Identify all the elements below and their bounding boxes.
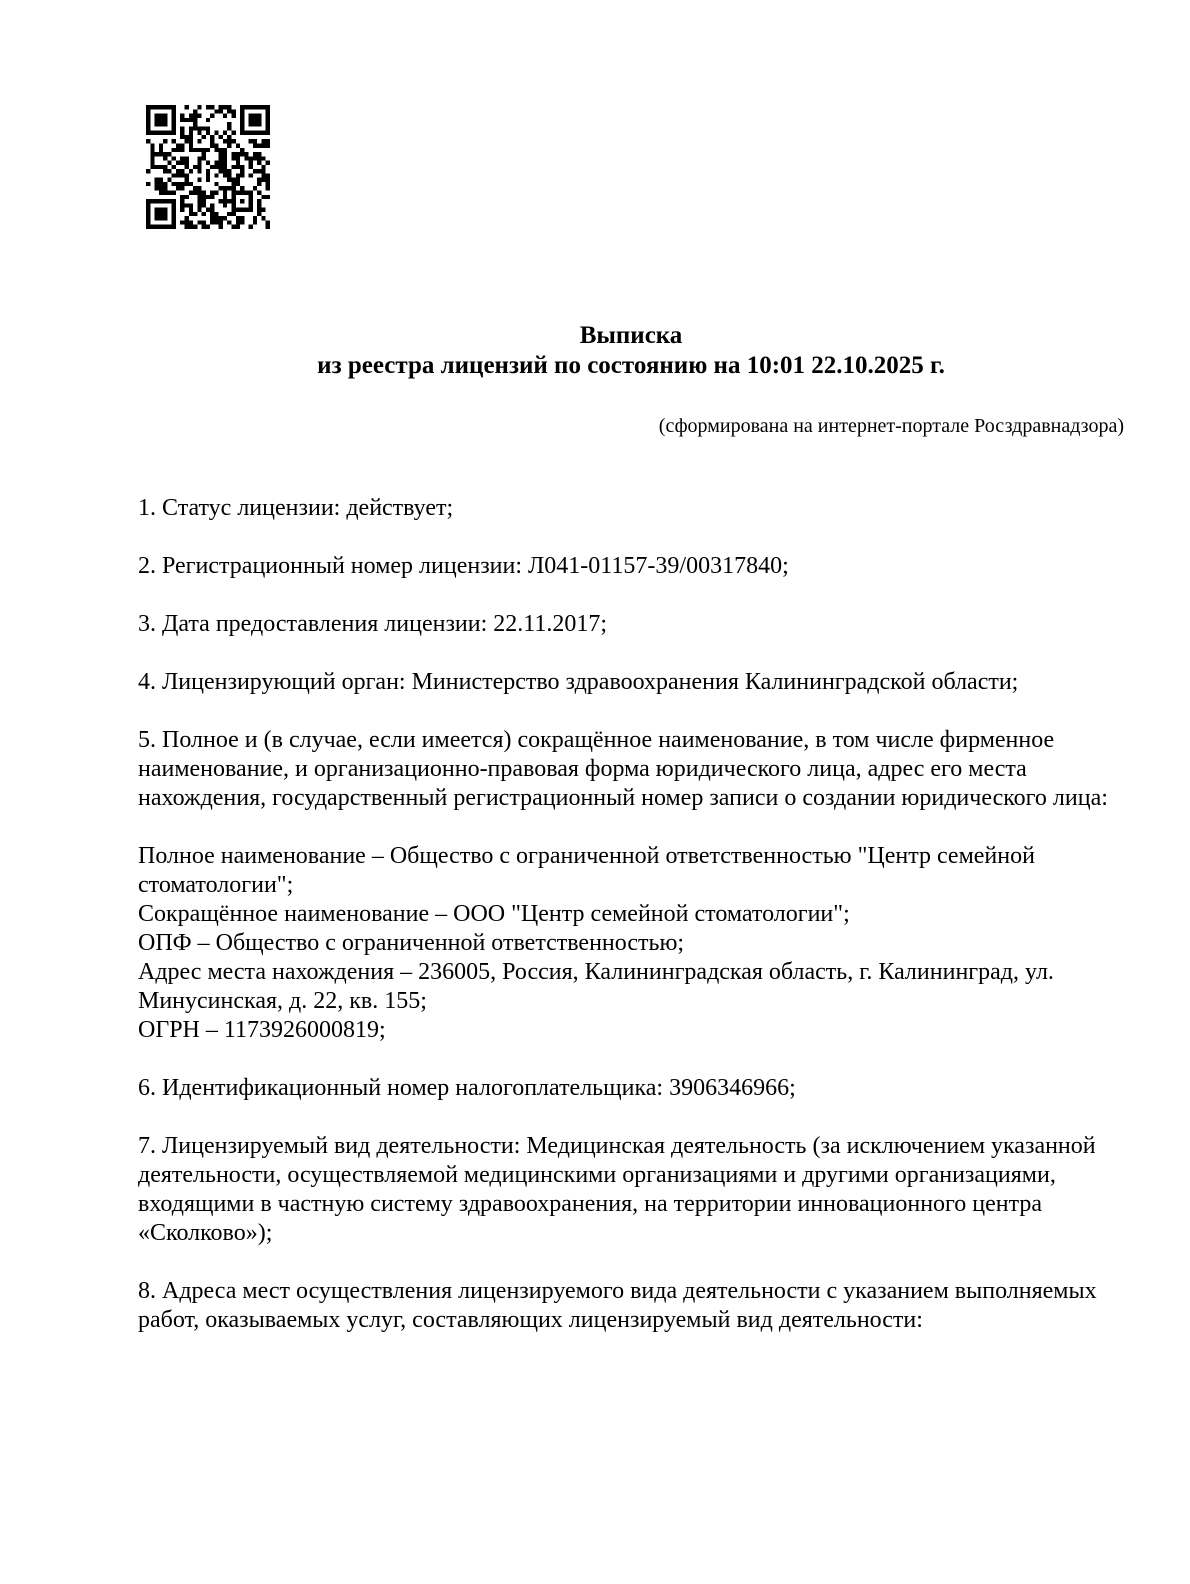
qr-code	[146, 105, 270, 229]
qr-code-image	[146, 105, 270, 229]
paragraph-3-grant-date: 3. Дата предоставления лицензии: 22.11.2017;	[138, 611, 608, 637]
org-full-name: Полное наименование – Общество с ограниченной ответственностью "Центр семейной стоматологии";	[138, 843, 1035, 898]
organization-details	[138, 842, 1124, 1045]
document-title	[138, 321, 1124, 381]
org-address: Адрес места нахождения – 236005, Россия, Калининградская область, г. Калининград, ул. Минусинская, д. 22, кв. 155;	[138, 959, 1054, 1014]
paragraph-5-entity-info-heading: 5. Полное и (в случае, если имеется) сокращённое наименование, в том числе фирменное наименование, и организационно-правовая форма юридического лица, адрес его места нахождения, государственный регистрационный номер записи о создании юридического лица:	[138, 727, 1108, 811]
paragraph-2-registration-number: 2. Регистрационный номер лицензии: Л041-01157-39/00317840;	[138, 553, 789, 579]
paragraph-7-licensed-activity: 7. Лицензируемый вид деятельности: Медицинская деятельность (за исключением указанной деятельности, осуществляемой медицинскими организациями и другими организациями, входящими в частную систему здравоохранения, на территории инновационного центра «Сколково»);	[138, 1133, 1096, 1246]
title-line-1: Выписка	[579, 322, 683, 349]
paragraph-1-license-status: 1. Статус лицензии: действует;	[138, 495, 454, 521]
org-short-name: Сокращённое наименование – ООО "Центр семейной стоматологии";	[138, 901, 850, 927]
org-ogrn: ОГРН – 1173926000819;	[138, 1017, 386, 1043]
formed-note: (сформирована на интернет-портале Росздравнадзора)	[658, 415, 1124, 437]
paragraph-6-inn: 6. Идентификационный номер налогоплательщика: 3906346966;	[138, 1075, 796, 1101]
title-line-2: из реестра лицензий по состоянию на 10:01 22.10.2025 г.	[317, 352, 945, 379]
paragraph-8-activity-addresses: 8. Адреса мест осуществления лицензируемого вида деятельности с указанием выполняемых работ, оказываемых услуг, составляющих лицензируемый вид деятельности:	[138, 1278, 1097, 1333]
org-opf: ОПФ – Общество с ограниченной ответственностью;	[138, 930, 685, 956]
paragraph-4-licensing-authority: 4. Лицензирующий орган: Министерство здравоохранения Калининградской области;	[138, 669, 1019, 695]
document-body	[138, 494, 1124, 1364]
